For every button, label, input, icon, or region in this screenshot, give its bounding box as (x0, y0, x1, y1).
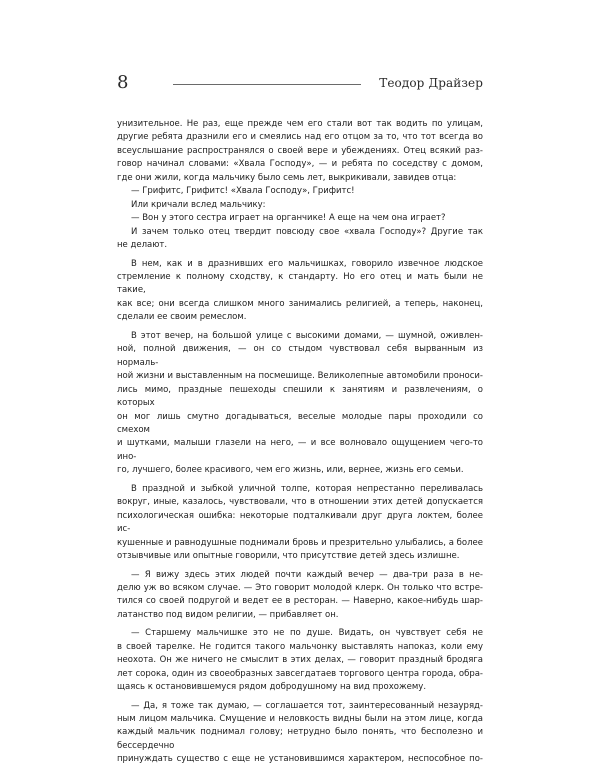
text-line: вокруг, иные, казалось, чувствовали, что в отношении этих детей допускается (117, 497, 483, 508)
text-line: — Да, я тоже так думаю, — соглашается тот, заинтересованный незауряд- (131, 700, 483, 711)
text-line: говор начинал словами: «Хвала Господу», — и ребята по соседству с домом, (117, 159, 483, 170)
text-line: отзывчивые или опытные говорили, что присутствие детей здесь излишне. (117, 551, 460, 562)
text-line: унизительное. Не раз, еще прежде чем его стали вот так водить по улицам, (117, 119, 483, 129)
text-line: неохота. Он же ничего не смыслит в этих делах, — говорит праздный бродяга (117, 655, 483, 666)
text-line: в своей тарелке. Не годится такого мальчонку выставлять напоказ, коли ему (117, 641, 483, 652)
text-line: — Грифитс, Грифитс! «Хвала Господу», Грифитс! (131, 186, 355, 197)
text-line: латанство под видом религии, — прибавляет он. (117, 609, 339, 620)
text-line: сделали ее своим ремеслом. (117, 312, 247, 323)
text-line: В этот вечер, на большой улице с высокими домами, — шумной, оживлен- (131, 330, 483, 341)
text-line: всеуслышание распространялся о своей вере и убеждениях. Отец всякий раз- (117, 145, 483, 156)
text-line: ной жизни и выставленным на посмешище. Великолепные автомобили проноси- (117, 371, 483, 382)
text-line: делю уж во всяком случае. — Это говорит молодой клерк. Он только что встре- (117, 582, 483, 593)
text-line: лет сорока, один из своеобразных завсегдатаев торгового центра города, обра- (117, 668, 483, 679)
text-line: — Я вижу здесь этих людей почти каждый вечер — два-три раза в не- (131, 569, 483, 580)
running-head-author: Теодор Драйзер (379, 76, 483, 90)
text-line: — Вон у этого сестра играет на органчике! А еще на чем она играет? (131, 213, 446, 224)
text-line: тился со своей подругой и ведет ее в ресторан. — Наверно, какое-нибудь шар- (117, 596, 483, 607)
text-line: — Старшему мальчишке это не по душе. Видать, он чувствует себя не (131, 628, 483, 639)
text-line: принуждать существо с еще не установившимся характером, неспособное по- (117, 754, 483, 765)
text-line: каждый мальчик поднимал голову; нетрудно было понять, что бесполезно и бессердечно (117, 727, 483, 751)
text-line: щаясь к остановившемуся рядом добродушному на вид прохожему. (117, 682, 427, 693)
text-line: В праздной и зыбкой уличной толпе, которая непрестанно переливалась (131, 483, 483, 494)
text-line: ной, полной движения, — он со стыдом чувствовал себя вырванным из нормаль- (117, 344, 483, 368)
text-line: В нем, как и в дразнивших его мальчишках, говорило извечное людское (131, 258, 483, 269)
body-text (117, 118, 483, 767)
text-line: и шутками, малыши глазели на него, — и все волновало ощущением чего-то ино- (117, 438, 483, 462)
text-line: го, лучшего, более красивого, чем его жизнь, или, вернее, жизнь его семьи. (117, 465, 464, 476)
text-line: не делают. (117, 240, 168, 251)
text-line: лись мимо, праздные пешеходы спешили к занятиям и развлечениям, о которых (117, 384, 483, 409)
header-rule (173, 84, 361, 85)
text-line: где они жили, когда мальчику было семь лет, выкрикивали, завидев отца: (117, 172, 457, 183)
text-line: другие ребята дразнили его и смеялись над его отцом за то, что тот всегда во (117, 132, 483, 143)
text-line: стремление к полному сходству, к стандарту. Но его отец и мать были не такие, (117, 271, 483, 296)
page-number: 8 (117, 72, 129, 93)
text-line: ным лицом мальчика. Смущение и неловкость видны были на этом лице, когда (117, 714, 483, 725)
running-header (117, 72, 483, 96)
text-line: психологическая ошибка: некоторые подталкивали друг друга локтем, более ис- (117, 510, 483, 535)
text-line: И зачем только отец твердит повсюду свое «хвала Господу»? Другие так (131, 226, 483, 237)
text-line: как все; они всегда слишком много занимались религией, а теперь, наконец, (117, 298, 483, 309)
text-line: он мог лишь смутно догадываться, веселые молодые пары проходили со смехом (117, 411, 483, 435)
text-line: кушенные и равнодушные поднимали бровь и презрительно улыбались, а более (117, 537, 483, 548)
text-line: Или кричали вслед мальчику: (131, 199, 266, 210)
